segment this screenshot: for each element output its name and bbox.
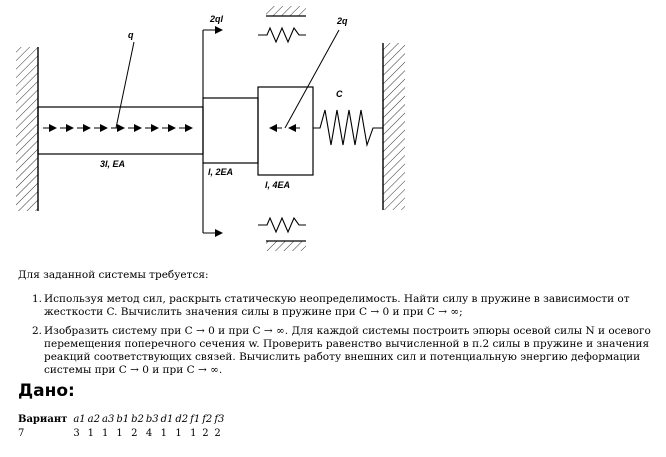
force-2ql-top-arrow xyxy=(203,30,222,98)
rod-segment-3 xyxy=(258,87,313,175)
value-f3: 2 xyxy=(214,428,221,439)
task-item-2-number: 2. xyxy=(32,325,43,337)
value-variant: 7 xyxy=(18,428,25,439)
label-2ql: 2ql xyxy=(210,14,224,24)
header-a3: a3 xyxy=(102,414,115,425)
variant-value-row xyxy=(18,425,226,439)
given-heading: Дано: xyxy=(18,381,75,401)
task-item-2-text: Изобразить систему при C → 0 и при C → ∞. Для каждой системы построить эпюры осевой силы N и осевого перемещения поперечного сечения w. Проверить равенство вычисленной в п.2 силы в пружине и значения реакций соответствующих связей. Вычислить работу внешних сил и потенциальную энергию деформации системы при C → 0 и при C → ∞. xyxy=(44,325,651,376)
value-d2: 1 xyxy=(175,428,182,439)
right-wall xyxy=(383,43,405,210)
bottom-support xyxy=(266,241,306,251)
value-d1: 1 xyxy=(160,428,167,439)
rod-segment-1 xyxy=(38,107,203,154)
bottom-spring xyxy=(258,218,306,232)
header-d2: d2 xyxy=(175,414,189,425)
variant-table xyxy=(18,414,226,439)
label-segment-2: l, 2EA xyxy=(208,167,234,177)
value-f1: 1 xyxy=(190,428,197,439)
value-f2: 2 xyxy=(202,428,209,439)
label-q: q xyxy=(128,30,134,40)
q-leader xyxy=(116,42,134,128)
task-intro: Для заданной системы требуется: xyxy=(18,269,209,281)
header-b2: b2 xyxy=(131,414,144,425)
label-segment-3: l, 4EA xyxy=(265,180,291,190)
value-a2: 1 xyxy=(87,428,95,439)
2q-leader xyxy=(285,30,339,128)
task-item-2 xyxy=(32,325,652,377)
label-segment-1: 3l, EA xyxy=(100,159,126,169)
rod-segment-2 xyxy=(203,98,258,163)
header-f2: f2 xyxy=(202,414,213,425)
top-spring xyxy=(258,28,306,42)
value-b3: 4 xyxy=(145,428,153,439)
header-f3: f3 xyxy=(214,414,225,425)
header-b1: b1 xyxy=(116,414,130,425)
top-support xyxy=(266,6,306,16)
value-a1: 3 xyxy=(73,428,80,439)
label-spring-c: C xyxy=(336,89,343,99)
header-a1: a1 xyxy=(73,414,86,425)
label-2q: 2q xyxy=(337,16,348,26)
header-variant: Вариант xyxy=(18,414,68,425)
value-a3: 1 xyxy=(102,428,109,439)
task-item-1-number: 1. xyxy=(32,293,43,305)
variant-header-row xyxy=(18,414,226,425)
header-f1: f1 xyxy=(190,414,201,425)
value-b1: 1 xyxy=(116,428,123,439)
left-wall xyxy=(16,47,38,211)
value-b2: 2 xyxy=(131,428,138,439)
task-item-1-text: Используя метод сил, раскрыть статическую неопределимость. Найти силу в пружине в зависимости от жесткости C. Вычислить значения силы в пружине при C → 0 и при C → ∞; xyxy=(44,293,630,318)
header-d1: d1 xyxy=(160,414,174,425)
header-b3: b3 xyxy=(145,414,159,425)
right-spring xyxy=(313,110,383,145)
header-a2: a2 xyxy=(87,414,100,425)
task-item-1 xyxy=(32,293,652,319)
